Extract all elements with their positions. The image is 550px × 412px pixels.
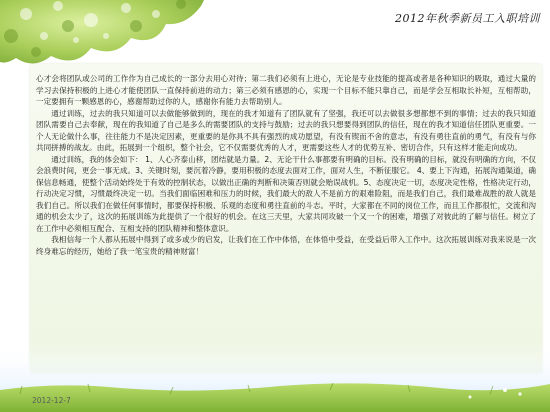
- content-card: [30, 64, 542, 374]
- body-text: [36, 73, 536, 257]
- paragraph-1: 心才会将团队或公司的工作作为自己成长的一部分去用心对待；第二我们必须有上进心，无论是专业技能的提高或者是各种知识的吸取，通过大量的学习去保持积极的上进心才能使团队一直保持前进的动力；第三必须有感恩的心，实现一个目标不能只靠自己，而是学会互相取长补短，互相帮助，一定要拥有一颗感恩的心，感谢帮助过你的人，感谢你有能力去帮助别人。: [36, 74, 536, 106]
- paragraph-4: 我相信每一个人都从拓展中得到了或多或少的启发，让我们在工作中体悟，在体悟中受益，在受益后带入工作中。这次拓展训练对我来说是一次终身难忘的经历，她给了我一笔宝贵的精神财富！: [36, 235, 536, 256]
- paragraph-3: 通过训练，我的体会如下： 1、人心齐泰山移，团结就是力量。2、无论干什么事都要有明确的目标。没有明确的目标，就没有明确的方向，不仅会浪费时间，更会一事无成。3、关键时刻，要沉着冷静，要用积极的态度去面对工作，面对人生，不断征服它。 4、要上下沟通，拓展沟通渠道，确保信息畅通，使整个活动始终处于有效的控制状态，以做出正确的判断和决策否则就会贻误战机。5、态度决定一切，态度决定性格，性格决定行动，行动决定习惯，习惯最终决定一切。当我们面临困难和压力的时候，我们最大的敌人不是前方的艰难险阻，而是我们自己，我们最难战胜的敌人就是我们自己。所以我们在做任何事情时，都要保持积极、乐观的态度和勇往直前的斗志。平时，大家都在不同的岗位工作，而且工作都很忙，交流和沟通的机会太少了，这次的拓展训练为此提供了一个很好的机会。在这三天里，大家共同攻破一个又一个的困难，增强了对彼此的了解与信任。树立了在工作中必须相互配合、互相支持的团队精神和整体意识。: [36, 154, 536, 233]
- footer-date: 2012-12-7: [32, 396, 71, 405]
- grass-decoration: [0, 342, 550, 412]
- paragraph-2: 通过训练，过去的我只知道可以去做能够做到的，现在的我才知道有了团队就有了坚强，我还可以去做很多想都想不到的事情；过去的我只知道团队需要自己去奉献，现在的我知道了自己是多么的需要团队的支持与鼓励；过去的我只想要得到团队的信任，现在的我才知道信任团队更重要。一个人无论做什么事，往往能力不是决定因素，更重要的是你具不具有强烈的成功愿望，有没有锲而不舍的意志，有没有勇往直前的勇气，有没有与你共同拼搏的战友。由此，拓展到一个组织，整个社会，它不仅需要优秀的人才，更需要这些人才的优势互补、密切合作，只有这样才能走向成功。: [36, 108, 536, 152]
- header-title: 2012年秋季新员工入职培训: [395, 12, 540, 25]
